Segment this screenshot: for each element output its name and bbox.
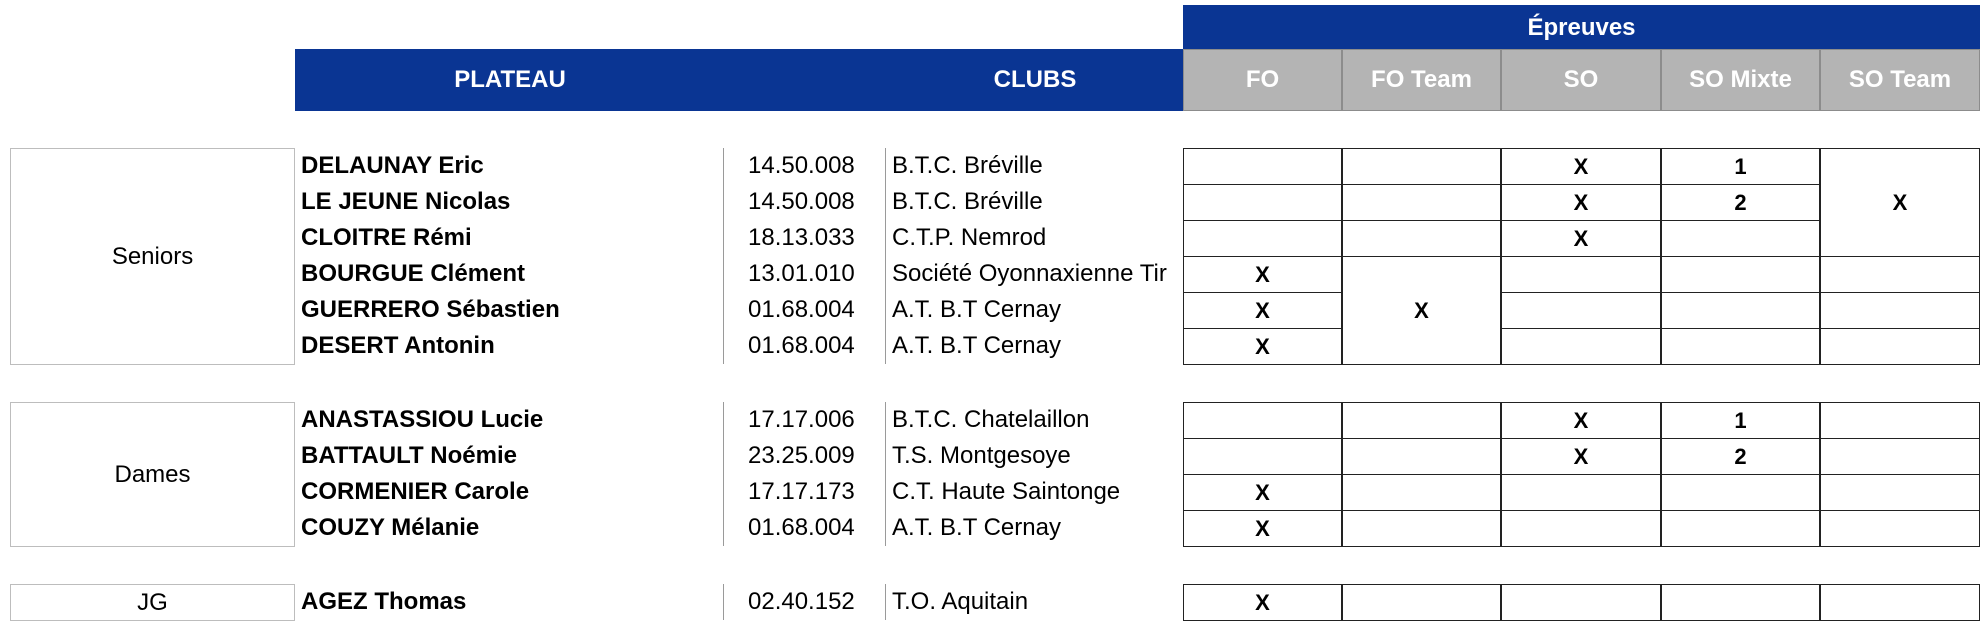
fo-team-cell <box>1342 510 1501 547</box>
club-name: Société Oyonnaxienne Tir <box>885 256 1183 292</box>
so-team-cell <box>1820 510 1980 547</box>
event-header-fo: FO <box>1183 49 1342 111</box>
event-header-so-mixte: SO Mixte <box>1661 49 1820 111</box>
so-cell: X <box>1501 184 1661 221</box>
fo-team-cell <box>1342 438 1501 475</box>
club-name: B.T.C. Chatelaillon <box>885 402 1183 438</box>
so-cell <box>1501 584 1661 621</box>
group-label-jg: JG <box>10 584 295 621</box>
so-cell <box>1501 292 1661 329</box>
athlete-name: BATTAULT Noémie <box>301 442 517 469</box>
clubs-label: CLUBS <box>993 66 1077 93</box>
so-mixte-cell <box>1661 510 1820 547</box>
athlete-name: COUZY Mélanie <box>301 514 480 541</box>
fo-team-cell <box>1342 474 1501 511</box>
so-mixte-cell <box>1661 584 1820 621</box>
fo-cell: X <box>1183 584 1342 621</box>
club-name: A.T. B.T Cernay <box>885 510 1183 546</box>
so-team-merged-cell: X <box>1820 148 1980 257</box>
so-team-cell <box>1820 438 1980 475</box>
license-number: 01.68.004 <box>723 328 885 364</box>
athlete-name: DESERT Antonin <box>301 332 495 359</box>
license-number: 18.13.033 <box>723 220 885 256</box>
license-number: 14.50.008 <box>723 184 885 220</box>
so-mixte-cell: 1 <box>1661 402 1820 439</box>
so-mixte-cell: 2 <box>1661 438 1820 475</box>
fo-team-cell <box>1342 402 1501 439</box>
club-name: T.O. Aquitain <box>885 584 1183 620</box>
plateau-label: PLATEAU <box>454 66 566 93</box>
fo-cell <box>1183 220 1342 257</box>
fo-cell <box>1183 148 1342 185</box>
license-number: 23.25.009 <box>723 438 885 474</box>
license-number: 02.40.152 <box>723 584 885 620</box>
so-team-cell <box>1820 584 1980 621</box>
so-team-cell <box>1820 292 1980 329</box>
so-cell: X <box>1501 438 1661 475</box>
license-number: 01.68.004 <box>723 510 885 546</box>
so-cell <box>1501 256 1661 293</box>
so-mixte-cell <box>1661 220 1820 257</box>
athlete-name: CORMENIER Carole <box>301 478 530 505</box>
athlete-name: LE JEUNE Nicolas <box>301 188 511 215</box>
so-cell <box>1501 328 1661 365</box>
so-mixte-cell <box>1661 256 1820 293</box>
so-cell: X <box>1501 148 1661 185</box>
so-team-cell <box>1820 328 1980 365</box>
fo-team-merged-cell: X <box>1342 256 1501 365</box>
athlete-name: AGEZ Thomas <box>301 588 467 615</box>
club-name: C.T. Haute Saintonge <box>885 474 1183 510</box>
club-name: C.T.P. Nemrod <box>885 220 1183 256</box>
license-number: 17.17.006 <box>723 402 885 438</box>
fo-cell: X <box>1183 510 1342 547</box>
fo-cell <box>1183 184 1342 221</box>
so-team-cell <box>1820 256 1980 293</box>
athlete-name: CLOITRE Rémi <box>301 224 472 251</box>
so-cell <box>1501 510 1661 547</box>
fo-cell: X <box>1183 292 1342 329</box>
license-number: 01.68.004 <box>723 292 885 328</box>
club-name: A.T. B.T Cernay <box>885 328 1183 364</box>
license-number: 14.50.008 <box>723 148 885 184</box>
athlete-name: DELAUNAY Eric <box>301 152 484 179</box>
license-number: 13.01.010 <box>723 256 885 292</box>
so-team-cell <box>1820 474 1980 511</box>
athlete-name: GUERRERO Sébastien <box>301 296 560 323</box>
fo-cell <box>1183 438 1342 475</box>
event-header-so-team: SO Team <box>1820 49 1980 111</box>
club-name: A.T. B.T Cernay <box>885 292 1183 328</box>
fo-team-cell <box>1342 584 1501 621</box>
fo-team-cell <box>1342 148 1501 185</box>
group-label-seniors: Seniors <box>10 148 295 365</box>
fo-team-cell <box>1342 184 1501 221</box>
so-cell: X <box>1501 402 1661 439</box>
event-header-so: SO <box>1501 49 1661 111</box>
club-name: B.T.C. Bréville <box>885 148 1183 184</box>
so-mixte-cell: 1 <box>1661 148 1820 185</box>
group-label-dames: Dames <box>10 402 295 547</box>
so-mixte-cell <box>1661 328 1820 365</box>
license-number: 17.17.173 <box>723 474 885 510</box>
fo-cell: X <box>1183 474 1342 511</box>
club-name: T.S. Montgesoye <box>885 438 1183 474</box>
so-cell <box>1501 474 1661 511</box>
athlete-name: ANASTASSIOU Lucie <box>301 406 544 433</box>
so-cell: X <box>1501 220 1661 257</box>
so-mixte-cell <box>1661 292 1820 329</box>
club-name: B.T.C. Bréville <box>885 184 1183 220</box>
event-header-fo-team: FO Team <box>1342 49 1501 111</box>
fo-cell <box>1183 402 1342 439</box>
fo-cell: X <box>1183 328 1342 365</box>
so-team-cell <box>1820 402 1980 439</box>
fo-cell: X <box>1183 256 1342 293</box>
athlete-name: BOURGUE Clément <box>301 260 526 287</box>
so-mixte-cell: 2 <box>1661 184 1820 221</box>
epreuves-header: Épreuves <box>1183 5 1980 50</box>
fo-team-cell <box>1342 220 1501 257</box>
so-mixte-cell <box>1661 474 1820 511</box>
